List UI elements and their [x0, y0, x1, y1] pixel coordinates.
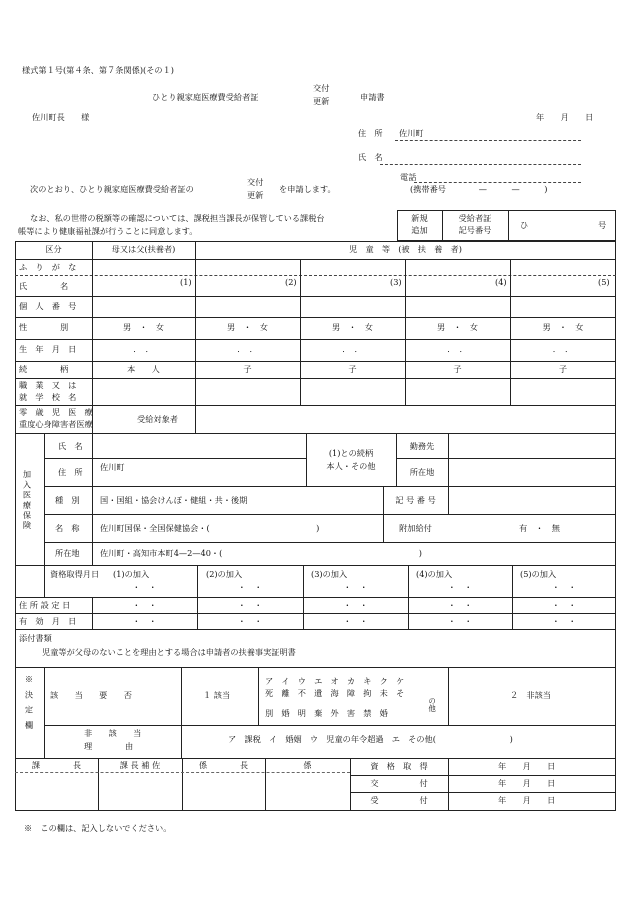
kubun-header: 区分	[45, 244, 62, 254]
join-date-5: ・ ・	[551, 582, 577, 592]
furigana-label: ふ り が な	[19, 262, 77, 272]
eligible-label: 受給対象者	[137, 414, 178, 424]
ins-location-options[interactable]: 佐川町・高知市本町4—2—40・( )	[100, 548, 422, 558]
relation-label: 続 柄	[19, 364, 69, 374]
ins-name-of-insurer-label: 名 称	[55, 523, 80, 533]
receipt-label: 受 付	[370, 795, 428, 805]
workplace-location-label: 所在地	[409, 467, 435, 477]
form-title: ひとり親家庭医療費受給者証	[152, 92, 259, 102]
relation-child-3: 子	[453, 364, 462, 374]
addressee: 佐川町長 様	[32, 112, 90, 122]
title-option-issue: 交付	[313, 83, 330, 93]
footer-note: ※ この欄は、記入しないでください。	[24, 823, 172, 833]
ins-symbol-label: 記 号 番 号	[395, 495, 436, 505]
issue-label: 交 付	[370, 778, 428, 788]
new-line-1: 新規	[411, 213, 428, 223]
address-value[interactable]: 佐川町	[399, 128, 424, 138]
non-applicable-label: 非 該 当	[84, 728, 142, 738]
ins-name-label: 氏 名	[58, 441, 83, 451]
valid-date-1: ・ ・	[132, 616, 157, 626]
parent-header: 母又は父(扶養者)	[111, 244, 176, 254]
birth-child-3: ． ．	[447, 344, 468, 354]
ins-address-value[interactable]: 佐川町	[100, 462, 125, 472]
reason-other: の他	[427, 697, 437, 712]
reason-row-2: 別 婚 明 棄 外 害 禁 婚	[265, 708, 388, 718]
birthdate-label: 生 年 月 日	[19, 344, 77, 354]
gender-child-4[interactable]: 男 ・ 女	[542, 322, 584, 332]
num-4: (4)	[495, 277, 507, 287]
qualify-date: 年 月 日	[498, 761, 556, 771]
form-number: 様式第１号(第４条、第７条関係)(その１)	[22, 65, 174, 75]
gender-child-1[interactable]: 男 ・ 女	[227, 322, 268, 332]
issue-date: 年 月 日	[498, 778, 556, 788]
gender-child-3[interactable]: 男 ・ 女	[437, 322, 478, 332]
reason-letters: ア イ ウ エ オ カ キ ク ケ	[265, 676, 405, 686]
address-label: 住 所	[358, 128, 383, 138]
ins-location-label: 所在地	[55, 548, 80, 558]
cert-hi: ひ	[520, 220, 529, 230]
form-title-suffix: 申請書	[360, 92, 385, 102]
gender-parent[interactable]: 男 ・ 女	[123, 322, 164, 332]
num-2: (2)	[285, 277, 297, 287]
valid-date-2: ・ ・	[237, 616, 263, 626]
join-5: (5)の加入	[520, 569, 557, 579]
additional-benefit-options[interactable]: 有 ・ 無	[519, 523, 560, 533]
ins-rel-label: (1)との続柄	[328, 448, 374, 458]
birth-parent: ． ．	[133, 344, 154, 354]
relation-parent: 本 人	[127, 364, 160, 374]
occupation-label-1: 職 業 又 は	[19, 380, 77, 390]
non-applicable-reason-label: 理 由	[84, 741, 134, 751]
valid-date-4: ・ ・	[447, 616, 473, 626]
attachment-text: 児童等が父母のないことを理由とする場合は申請者の扶養事実証明書	[42, 647, 296, 657]
applicable-label: 該 当 要 否	[50, 690, 132, 700]
num-3: (3)	[390, 277, 402, 287]
applicable-yes[interactable]: １ 該当	[203, 690, 231, 700]
workplace-label: 勤務先	[409, 441, 435, 451]
attachment-label: 添付書類	[19, 633, 52, 643]
ins-type-options[interactable]: 国・国組・協会けんぽ・健組・共・後期	[100, 495, 248, 505]
cert-line-2: 記号番号	[458, 225, 492, 235]
disabled-label: 重度心身障害者医療	[19, 419, 93, 429]
new-line-2: 追加	[411, 225, 428, 235]
addr-date-4: ・ ・	[447, 600, 473, 610]
valid-date-label: 有 効 月 日	[19, 616, 77, 626]
approval-staff: 係	[303, 760, 312, 770]
phone-underline[interactable]	[414, 182, 581, 183]
ins-insurer-options[interactable]: 佐川町国保・全国保健協会・( )	[100, 523, 320, 533]
date-line: 年 月 日	[536, 112, 594, 122]
gender-label: 性 別	[19, 322, 69, 332]
join-date-2: ・ ・	[237, 582, 263, 592]
ins-rel-options: 本人・その他	[326, 461, 376, 471]
join-3: (3)の加入	[311, 569, 348, 579]
request-option-renew: 更新	[247, 190, 264, 200]
phone-label: 電話	[400, 172, 417, 182]
relation-child-1: 子	[243, 364, 252, 374]
cert-go: 号	[598, 220, 607, 230]
approval-chief: 係 長	[198, 760, 249, 770]
my-number-label: 個 人 番 号	[19, 301, 77, 311]
consent-line-1: なお、私の世帯の税額等の確認については、課税担当課長が保管している課税台	[30, 213, 325, 223]
addr-date-5: ・ ・	[551, 600, 577, 610]
birth-child-4: ． ．	[552, 344, 574, 354]
not-applicable-option[interactable]: ２ 非該当	[510, 690, 551, 700]
approval-assistant: 課 長 補 佐	[119, 760, 161, 770]
qualify-label: 資 格 取 得	[370, 761, 428, 771]
acquire-label: 資格取得月日	[50, 569, 100, 579]
join-date-1: ・ ・	[132, 582, 157, 592]
name-underline[interactable]	[380, 164, 581, 165]
ins-address-label: 住 所	[58, 467, 83, 477]
valid-date-3: ・ ・	[343, 616, 368, 626]
request-option-issue: 交付	[247, 177, 264, 187]
birth-child-1: ． ．	[237, 344, 258, 354]
join-1: (1)の加入	[113, 569, 150, 579]
non-applicable-options[interactable]: ア 課税 イ 婚姻 ウ 児童の年令超過 エ その他( )	[228, 734, 513, 744]
zero-age-label: 零 歳 児 医 療	[19, 407, 93, 417]
approval-manager: 課 長	[31, 760, 82, 770]
join-2: (2)の加入	[206, 569, 243, 579]
addr-date-1: ・ ・	[132, 600, 157, 610]
address-set-label: 住 所 設 定 日	[19, 600, 71, 610]
mobile-label: (携帯番号 — — )	[410, 184, 548, 194]
insurance-side-label: 加入医療保険	[22, 470, 33, 532]
birth-child-2: ． ．	[342, 344, 363, 354]
cert-line-1: 受給者証	[458, 213, 492, 223]
gender-child-2[interactable]: 男 ・ 女	[332, 322, 373, 332]
ins-type-label: 種 別	[55, 495, 80, 505]
reason-row-1: 死 離 不 遺 海 障 拘 未 そ	[265, 688, 405, 698]
num-1: (1)	[180, 277, 192, 287]
relation-child-4: 子	[558, 364, 568, 374]
additional-benefit-label: 附加給付	[399, 523, 432, 533]
join-date-4: ・ ・	[447, 582, 473, 592]
name-row-label: 氏 名	[19, 281, 69, 291]
children-header: 児 童 等 (被 扶 養 者)	[349, 244, 462, 254]
occupation-label-2: 就 学 校 名	[19, 392, 77, 402]
addr-date-2: ・ ・	[237, 600, 263, 610]
valid-date-5: ・ ・	[551, 616, 577, 626]
relation-child-2: 子	[348, 364, 357, 374]
request-suffix: を申請します。	[279, 184, 336, 194]
consent-line-2: 帳等により健康福祉課が行うことに同意します。	[18, 226, 198, 236]
num-5: (5)	[598, 277, 610, 287]
receipt-date: 年 月 日	[498, 795, 556, 805]
name-label: 氏 名	[358, 152, 383, 162]
address-underline	[395, 140, 581, 141]
request-text: 次のとおり、ひとり親家庭医療費受給者証の	[30, 184, 194, 194]
join-4: (4)の加入	[416, 569, 453, 579]
join-date-3: ・ ・	[343, 582, 368, 592]
title-option-renew: 更新	[313, 96, 330, 106]
decision-side-label: ※決定欄	[24, 675, 35, 736]
addr-date-3: ・ ・	[343, 600, 368, 610]
